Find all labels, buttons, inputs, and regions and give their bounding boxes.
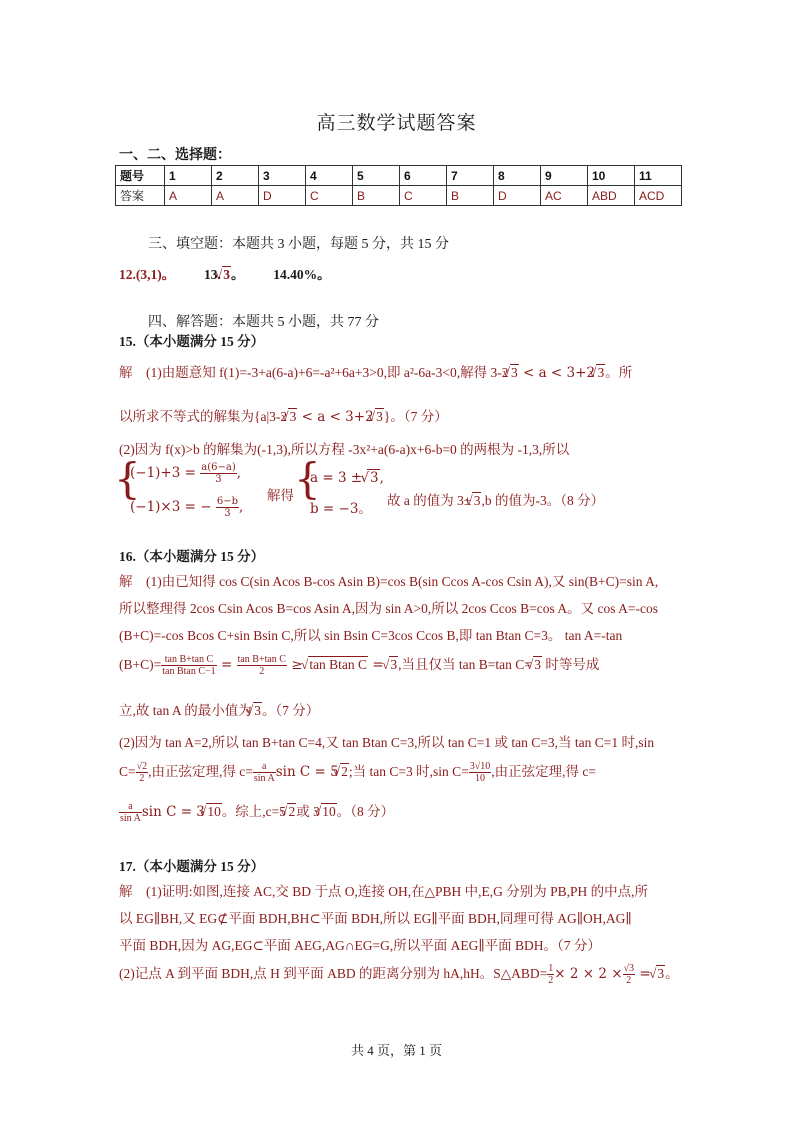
- q16-line-2: 所以整理得 2cos Csin Acos B=cos Asin A,因为 sin A>0,所以 2cos Ccos B=cos A。又 cos A=-cos: [119, 601, 658, 616]
- numerator: √2: [136, 761, 148, 773]
- question-number: 7: [447, 166, 494, 186]
- q15-conclusion: [387, 489, 604, 509]
- answer-cell: ABD: [588, 186, 635, 206]
- q15-inequality: < a < 3+2: [518, 365, 596, 381]
- q16-text: ,由正弦定理,得 c=: [491, 764, 597, 779]
- radical: √ 3: [367, 469, 379, 486]
- q17-text: 。: [665, 966, 679, 981]
- q16-heading: 16.（本小题满分 15 分）: [119, 549, 265, 564]
- radical: √ 10: [206, 803, 222, 820]
- denominator: sin A: [120, 813, 141, 825]
- radical: √ 2: [287, 803, 296, 820]
- answer-13-end: 。: [231, 267, 245, 282]
- q15-text: 解 (1)由题意知 f(1)=-3+a(6-a)+6=-a²+6a+3>0,即 a²-6a-3<0,解得 3-2: [119, 365, 509, 380]
- denominator: 3: [215, 474, 222, 485]
- radical: √ 10: [321, 803, 337, 820]
- fraction: [136, 761, 149, 784]
- section-choice-heading: 一、二、选择题：: [119, 148, 231, 163]
- radical: √ 3: [533, 656, 542, 673]
- denominator: sin A: [253, 773, 275, 785]
- q15-system-eq2: [130, 496, 243, 519]
- answer-cell: D: [494, 186, 541, 206]
- q16-text: (B+C)=: [119, 657, 162, 672]
- q16-text: sin C = 5: [275, 764, 339, 780]
- question-number: 1: [165, 166, 212, 186]
- left-brace: {: [114, 454, 141, 503]
- fraction: [200, 462, 236, 485]
- radical: √ 3: [472, 492, 481, 509]
- q16-text: ≥: [286, 657, 307, 673]
- eq-text: (−1)+3 =: [130, 465, 196, 481]
- question-number: 5: [353, 166, 400, 186]
- fill-answers: [119, 263, 331, 283]
- fraction: [216, 496, 239, 519]
- numerator: a: [119, 801, 142, 813]
- answer-cell: B: [447, 186, 494, 206]
- radical: √ 3: [375, 408, 384, 425]
- radical: √ 3: [596, 364, 605, 381]
- q16-text: ,当且仅当 tan B=tan C=: [398, 657, 532, 672]
- q16-text: 。综上,c=5: [221, 804, 287, 819]
- numerator: 6−b: [216, 496, 238, 507]
- q16-text: 。（7 分）: [261, 703, 320, 718]
- q16-text: 立,故 tan A 的最小值为: [119, 703, 252, 718]
- radical: √ 3: [510, 364, 519, 381]
- q16-text: ,由正弦定理,得 c=: [148, 764, 253, 779]
- eq-text: ,: [236, 465, 242, 481]
- q15-system-eq1: [130, 462, 241, 485]
- q16-text: =: [216, 657, 237, 673]
- question-number: 2: [212, 166, 259, 186]
- denominator: 2: [548, 975, 554, 987]
- q15-solution-a: [310, 469, 384, 486]
- denominator: 2: [139, 773, 145, 785]
- q17-line-3: 平面 BDH,因为 AG,EG⊂平面 AEG,AG∩EG=G,所以平面 AEG∥平面 BDH。（7 分）: [119, 938, 601, 953]
- q16-text: =: [368, 657, 388, 673]
- q16-text: 时等号成: [542, 657, 600, 672]
- q16-line-4: [119, 653, 599, 677]
- q15-inequality: < a < 3+2: [297, 409, 374, 425]
- radical: √ 3: [253, 702, 262, 719]
- fraction: [253, 761, 276, 784]
- q16-line-5: [119, 699, 319, 719]
- answer-cell: C: [400, 186, 447, 206]
- q15-line-2: [119, 405, 448, 425]
- section-fill-heading: 三、填空题：本题共 3 小题，每题 5 分，共 15 分: [148, 237, 449, 252]
- q15-solution-b: b = −3。: [310, 501, 372, 517]
- answer-table-answer-row: [116, 186, 682, 206]
- q15-text: 以所求不等式的解集为{a|3-2: [119, 409, 288, 424]
- q15-solved-label: 解得: [267, 488, 294, 503]
- numerator: √3: [623, 963, 635, 975]
- q15-line-3: (2)因为 f(x)>b 的解集为(-1,3),所以方程 -3x²+a(6-a)x+6-b=0 的两根为 -1,3,所以: [119, 442, 570, 457]
- denominator: 10: [475, 773, 486, 785]
- q17-text: =: [635, 966, 655, 982]
- answer-cell: ACD: [635, 186, 682, 206]
- fraction: [469, 761, 492, 784]
- answer-13-radical: √ 3: [222, 266, 231, 283]
- question-number: 4: [306, 166, 353, 186]
- q16-text: 或 3: [296, 804, 320, 819]
- q16-line-1: 解 (1)由已知得 cos C(sin Acos B-cos Asin B)=cos B(sin Ccos A-cos Csin A),又 sin(B+C)=sin A,: [119, 574, 659, 589]
- q16-text: 。（8 分）: [336, 804, 395, 819]
- answer-cell: A: [165, 186, 212, 206]
- page-title: 高三数学试题答案: [316, 113, 477, 134]
- answer-cell: D: [259, 186, 306, 206]
- q17-text: × 2 × 2 ×: [554, 966, 623, 982]
- radical: √ 3: [656, 965, 665, 982]
- q15-heading: 15.（本小题满分 15 分）: [119, 334, 265, 349]
- eq-text: ,: [379, 470, 384, 486]
- q15-line-1: [119, 361, 632, 381]
- section-solution-heading: 四、解答题：本题共 5 小题，共 77 分: [148, 315, 379, 330]
- answer-13-label: 13.: [204, 267, 221, 282]
- question-number: 3: [259, 166, 306, 186]
- q15-text: }。（7 分）: [383, 409, 448, 424]
- numerator: tan B+tan C: [237, 654, 286, 666]
- radical: √ tan Btan C: [308, 656, 368, 673]
- q17-line-1: 解 (1)证明:如图,连接 AC,交 BD 于点 O,连接 OH,在△PBH 中,E,G 分别为 PB,PH 的中点,所: [119, 884, 649, 899]
- answer-cell: AC: [541, 186, 588, 206]
- fraction: [119, 801, 142, 824]
- answer-14: 14.40%。: [273, 267, 331, 282]
- question-number: 10: [588, 166, 635, 186]
- q17-heading: 17.（本小题满分 15 分）: [119, 859, 265, 874]
- question-number: 11: [635, 166, 682, 186]
- question-number: 8: [494, 166, 541, 186]
- numerator: 1: [548, 963, 554, 975]
- answer-cell: A: [212, 186, 259, 206]
- q15-text: 故 a 的值为 3±: [387, 493, 472, 508]
- denominator: 2: [259, 666, 265, 678]
- radical: √ 3: [389, 656, 398, 673]
- q17-text: (2)记点 A 到平面 BDH,点 H 到平面 ABD 的距离分别为 hA,hH。S△ABD=: [119, 966, 548, 981]
- denominator: tan Btan C−1: [162, 666, 216, 678]
- fraction: [161, 654, 216, 677]
- header-label: 题号: [116, 166, 165, 186]
- eq-text: (−1)×3 = −: [130, 499, 212, 515]
- left-brace: {: [294, 454, 321, 503]
- answer-12: 12.(3,1)。: [119, 267, 176, 282]
- answer-table: [115, 165, 682, 206]
- answer-table-header-row: [116, 166, 682, 186]
- question-number: 6: [400, 166, 447, 186]
- q16-line-7: [119, 760, 596, 784]
- fraction: [237, 654, 287, 677]
- q15-text: ,b 的值为-3。（8 分）: [481, 493, 605, 508]
- denominator: 3: [224, 508, 231, 519]
- q16-line-6: (2)因为 tan A=2,所以 tan B+tan C=4,又 tan Btan C=3,所以 tan C=1 或 tan C=3,当 tan C=1 时,sin: [119, 735, 655, 750]
- q17-line-4: [119, 962, 679, 986]
- q15-text: 。所: [605, 365, 633, 380]
- q17-line-2: 以 EG∥BH,又 EG⊄平面 BDH,BH⊂平面 BDH,所以 EG∥平面 BDH,同理可得 AG∥OH,AG∥: [119, 911, 632, 926]
- numerator: a: [253, 761, 276, 773]
- numerator: tan B+tan C: [161, 654, 216, 666]
- answer-cell: B: [353, 186, 400, 206]
- page-footer: 共 4 页，第 1 页: [350, 1043, 442, 1058]
- question-number: 9: [541, 166, 588, 186]
- eq-text: a = 3 ±: [310, 470, 367, 486]
- q16-text: ;当 tan C=3 时,sin C=: [348, 764, 469, 779]
- q16-line-3: (B+C)=-cos Bcos C+sin Bsin C,所以 sin Bsin C=3cos Ccos B,即 tan Btan C=3。 tan A=-tan: [119, 628, 623, 643]
- numerator: a(6−a): [201, 462, 236, 473]
- q16-text: C=: [119, 764, 136, 779]
- answer-cell: C: [306, 186, 353, 206]
- denominator: 2: [626, 975, 632, 987]
- fraction: [623, 963, 636, 986]
- radical: √ 3: [288, 408, 297, 425]
- row-label: 答案: [116, 186, 165, 206]
- q16-line-8: [119, 800, 394, 824]
- eq-text: ,: [239, 499, 244, 515]
- q16-text: sin C = 3: [141, 804, 205, 820]
- numerator: 3√10: [469, 761, 491, 773]
- radical: √ 2: [340, 763, 349, 780]
